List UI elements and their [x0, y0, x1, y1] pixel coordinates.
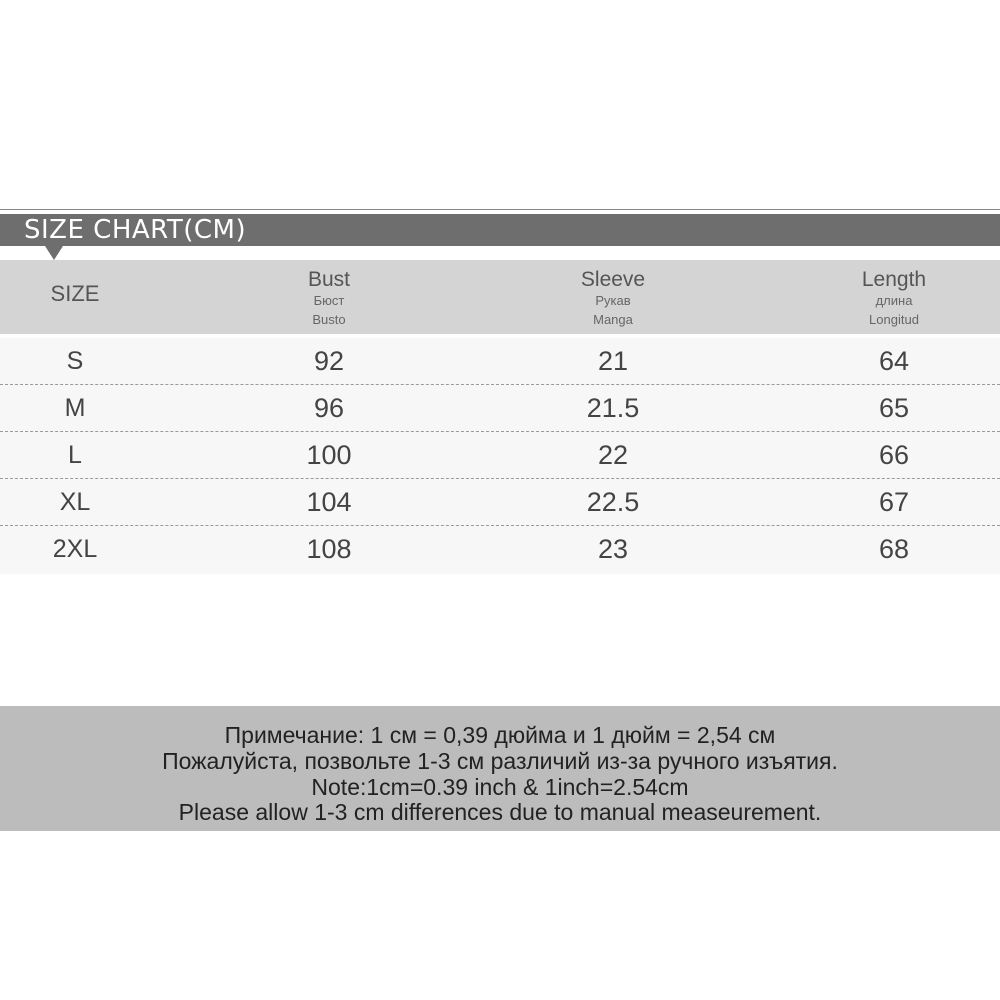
cell-size: S: [66, 347, 84, 375]
cell-sleeve: 21: [597, 346, 629, 376]
size-table-body: [0, 338, 1000, 574]
cell-size: L: [68, 441, 82, 469]
header-sleeve-spanish: Manga: [593, 312, 633, 327]
top-divider: [0, 209, 1000, 210]
header-bust-spanish: Busto: [312, 312, 346, 327]
cell-sleeve: 22.5: [586, 487, 640, 517]
cell-length: 64: [878, 346, 910, 376]
cell-size: M: [64, 394, 86, 422]
header-sleeve: [513, 260, 713, 334]
size-chart-title-bar: [0, 214, 1000, 246]
cell-length: 68: [878, 534, 910, 564]
header-bust: [229, 260, 429, 334]
note-line-russian-conversion: Примечание: 1 см = 0,39 дюйма и 1 дюйм = 2,54 см: [224, 722, 776, 748]
size-chart-title: SIZE CHART(CM): [24, 215, 247, 245]
table-row: [0, 385, 1000, 432]
cell-sleeve: 23: [597, 534, 629, 564]
cell-length: 67: [878, 487, 910, 517]
header-bust-russian: Бюст: [313, 293, 345, 308]
header-length-spanish: Longitud: [869, 312, 919, 327]
header-length-label: Length: [861, 268, 927, 291]
cell-size: XL: [59, 488, 91, 516]
table-row: [0, 338, 1000, 385]
table-header-row: [0, 260, 1000, 334]
header-size-label: SIZE: [50, 281, 100, 306]
note-line-russian-tolerance: Пожалуйста, позвольте 1-3 см различий из-за ручного изъятия.: [162, 748, 838, 774]
table-row: [0, 479, 1000, 526]
cell-bust: 108: [306, 534, 352, 564]
measurement-note-box: [0, 706, 1000, 831]
header-bust-label: Bust: [307, 268, 351, 291]
cell-sleeve: 21.5: [586, 393, 640, 423]
header-length: [794, 260, 994, 334]
cell-length: 66: [878, 440, 910, 470]
note-line-english-conversion: Note:1cm=0.39 inch & 1inch=2.54cm: [311, 774, 689, 800]
table-row: [0, 526, 1000, 574]
cell-bust: 92: [313, 346, 345, 376]
cell-length: 65: [878, 393, 910, 423]
header-sleeve-russian: Рукав: [595, 293, 631, 308]
header-sleeve-label: Sleeve: [580, 268, 646, 291]
table-row: [0, 432, 1000, 479]
cell-bust: 96: [313, 393, 345, 423]
cell-size: 2XL: [52, 535, 98, 563]
cell-sleeve: 22: [597, 440, 629, 470]
header-length-russian: длина: [875, 293, 913, 308]
cell-bust: 104: [306, 487, 352, 517]
title-pointer-icon: [45, 246, 63, 260]
note-line-english-tolerance: Please allow 1-3 cm differences due to manual measeurement.: [178, 799, 822, 825]
header-size: [0, 260, 150, 334]
cell-bust: 100: [306, 440, 352, 470]
